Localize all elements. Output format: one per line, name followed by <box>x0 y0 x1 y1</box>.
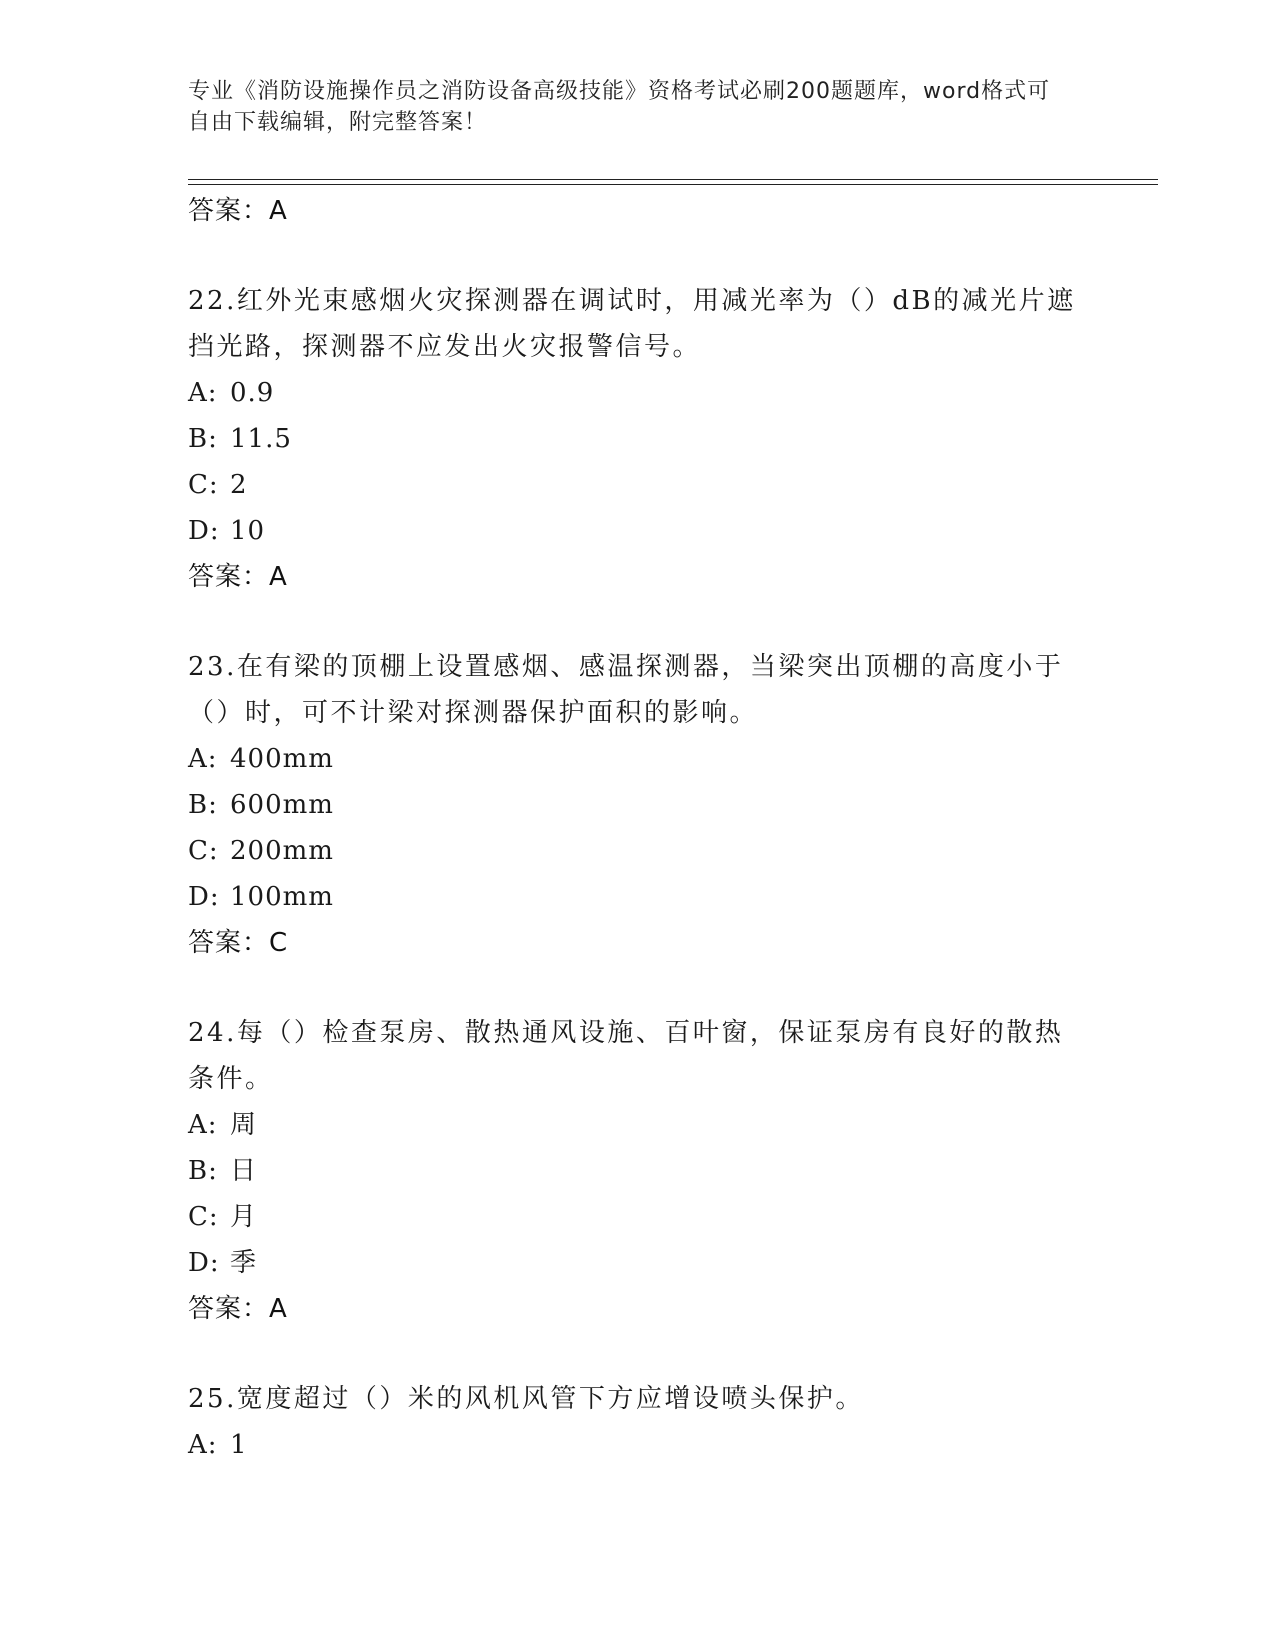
option-letter: A: <box>188 1110 218 1140</box>
document-header: 专业《消防设施操作员之消防设备高级技能》资格考试必刷200题题库，word格式可自由下载编辑，附完整答案！ <box>188 79 1051 135</box>
option-letter: C: <box>188 470 219 500</box>
option-letter: D: <box>188 516 220 546</box>
option-a <box>188 1102 1088 1148</box>
option-d <box>188 874 1088 920</box>
option-letter: B: <box>188 424 218 454</box>
option-letter: D: <box>188 1248 220 1278</box>
answer-line: 答案：A <box>188 562 288 592</box>
option-c <box>188 828 1088 874</box>
answer-line: 答案：A <box>188 196 288 226</box>
answer-line: 答案：A <box>188 1294 288 1324</box>
option-letter: D: <box>188 882 220 912</box>
option-letter: C: <box>188 1202 219 1232</box>
option-letter: C: <box>188 836 219 866</box>
question-25 <box>188 1376 1088 1468</box>
question-23 <box>188 644 1088 966</box>
header-divider-bottom <box>188 184 1158 185</box>
option-letter: B: <box>188 1156 218 1186</box>
option-value: 600mm <box>230 790 334 820</box>
question-text: 24.每（）检查泵房、散热通风设施、百叶窗，保证泵房有良好的散热条件。 <box>188 1018 1064 1094</box>
option-a <box>188 1422 1088 1468</box>
option-b <box>188 1148 1088 1194</box>
option-value: 2 <box>230 470 248 500</box>
header-divider-top <box>188 179 1158 180</box>
option-a <box>188 736 1088 782</box>
option-b <box>188 782 1088 828</box>
option-a <box>188 370 1088 416</box>
option-value: 400mm <box>230 744 334 774</box>
option-value: 11.5 <box>230 424 292 454</box>
answer-line: 答案：C <box>188 928 289 958</box>
option-d <box>188 1240 1088 1286</box>
question-text: 25.宽度超过（）米的风机风管下方应增设喷头保护。 <box>188 1384 864 1414</box>
option-value: 月 <box>230 1202 258 1232</box>
option-letter: A: <box>188 744 218 774</box>
question-24 <box>188 1010 1088 1332</box>
option-letter: A: <box>188 378 218 408</box>
option-value: 100mm <box>230 882 334 912</box>
option-letter: A: <box>188 1430 218 1460</box>
option-c <box>188 462 1088 508</box>
option-c <box>188 1194 1088 1240</box>
option-value: 10 <box>230 516 266 546</box>
option-letter: B: <box>188 790 218 820</box>
question-22 <box>188 278 1088 600</box>
option-value: 季 <box>230 1248 258 1278</box>
question-text: 22.红外光束感烟火灾探测器在调试时，用减光率为（）dB的减光片遮挡光路，探测器不应发出火灾报警信号。 <box>188 286 1076 362</box>
option-value: 0.9 <box>230 378 275 408</box>
option-value: 日 <box>230 1156 258 1186</box>
option-value: 200mm <box>230 836 334 866</box>
question-list <box>188 188 1088 1468</box>
question-text: 23.在有梁的顶棚上设置感烟、感温探测器，当梁突出顶棚的高度小于（）时，可不计梁对探测器保护面积的影响。 <box>188 652 1064 728</box>
option-d <box>188 508 1088 554</box>
option-value: 1 <box>230 1430 248 1460</box>
option-b <box>188 416 1088 462</box>
option-value: 周 <box>230 1110 258 1140</box>
